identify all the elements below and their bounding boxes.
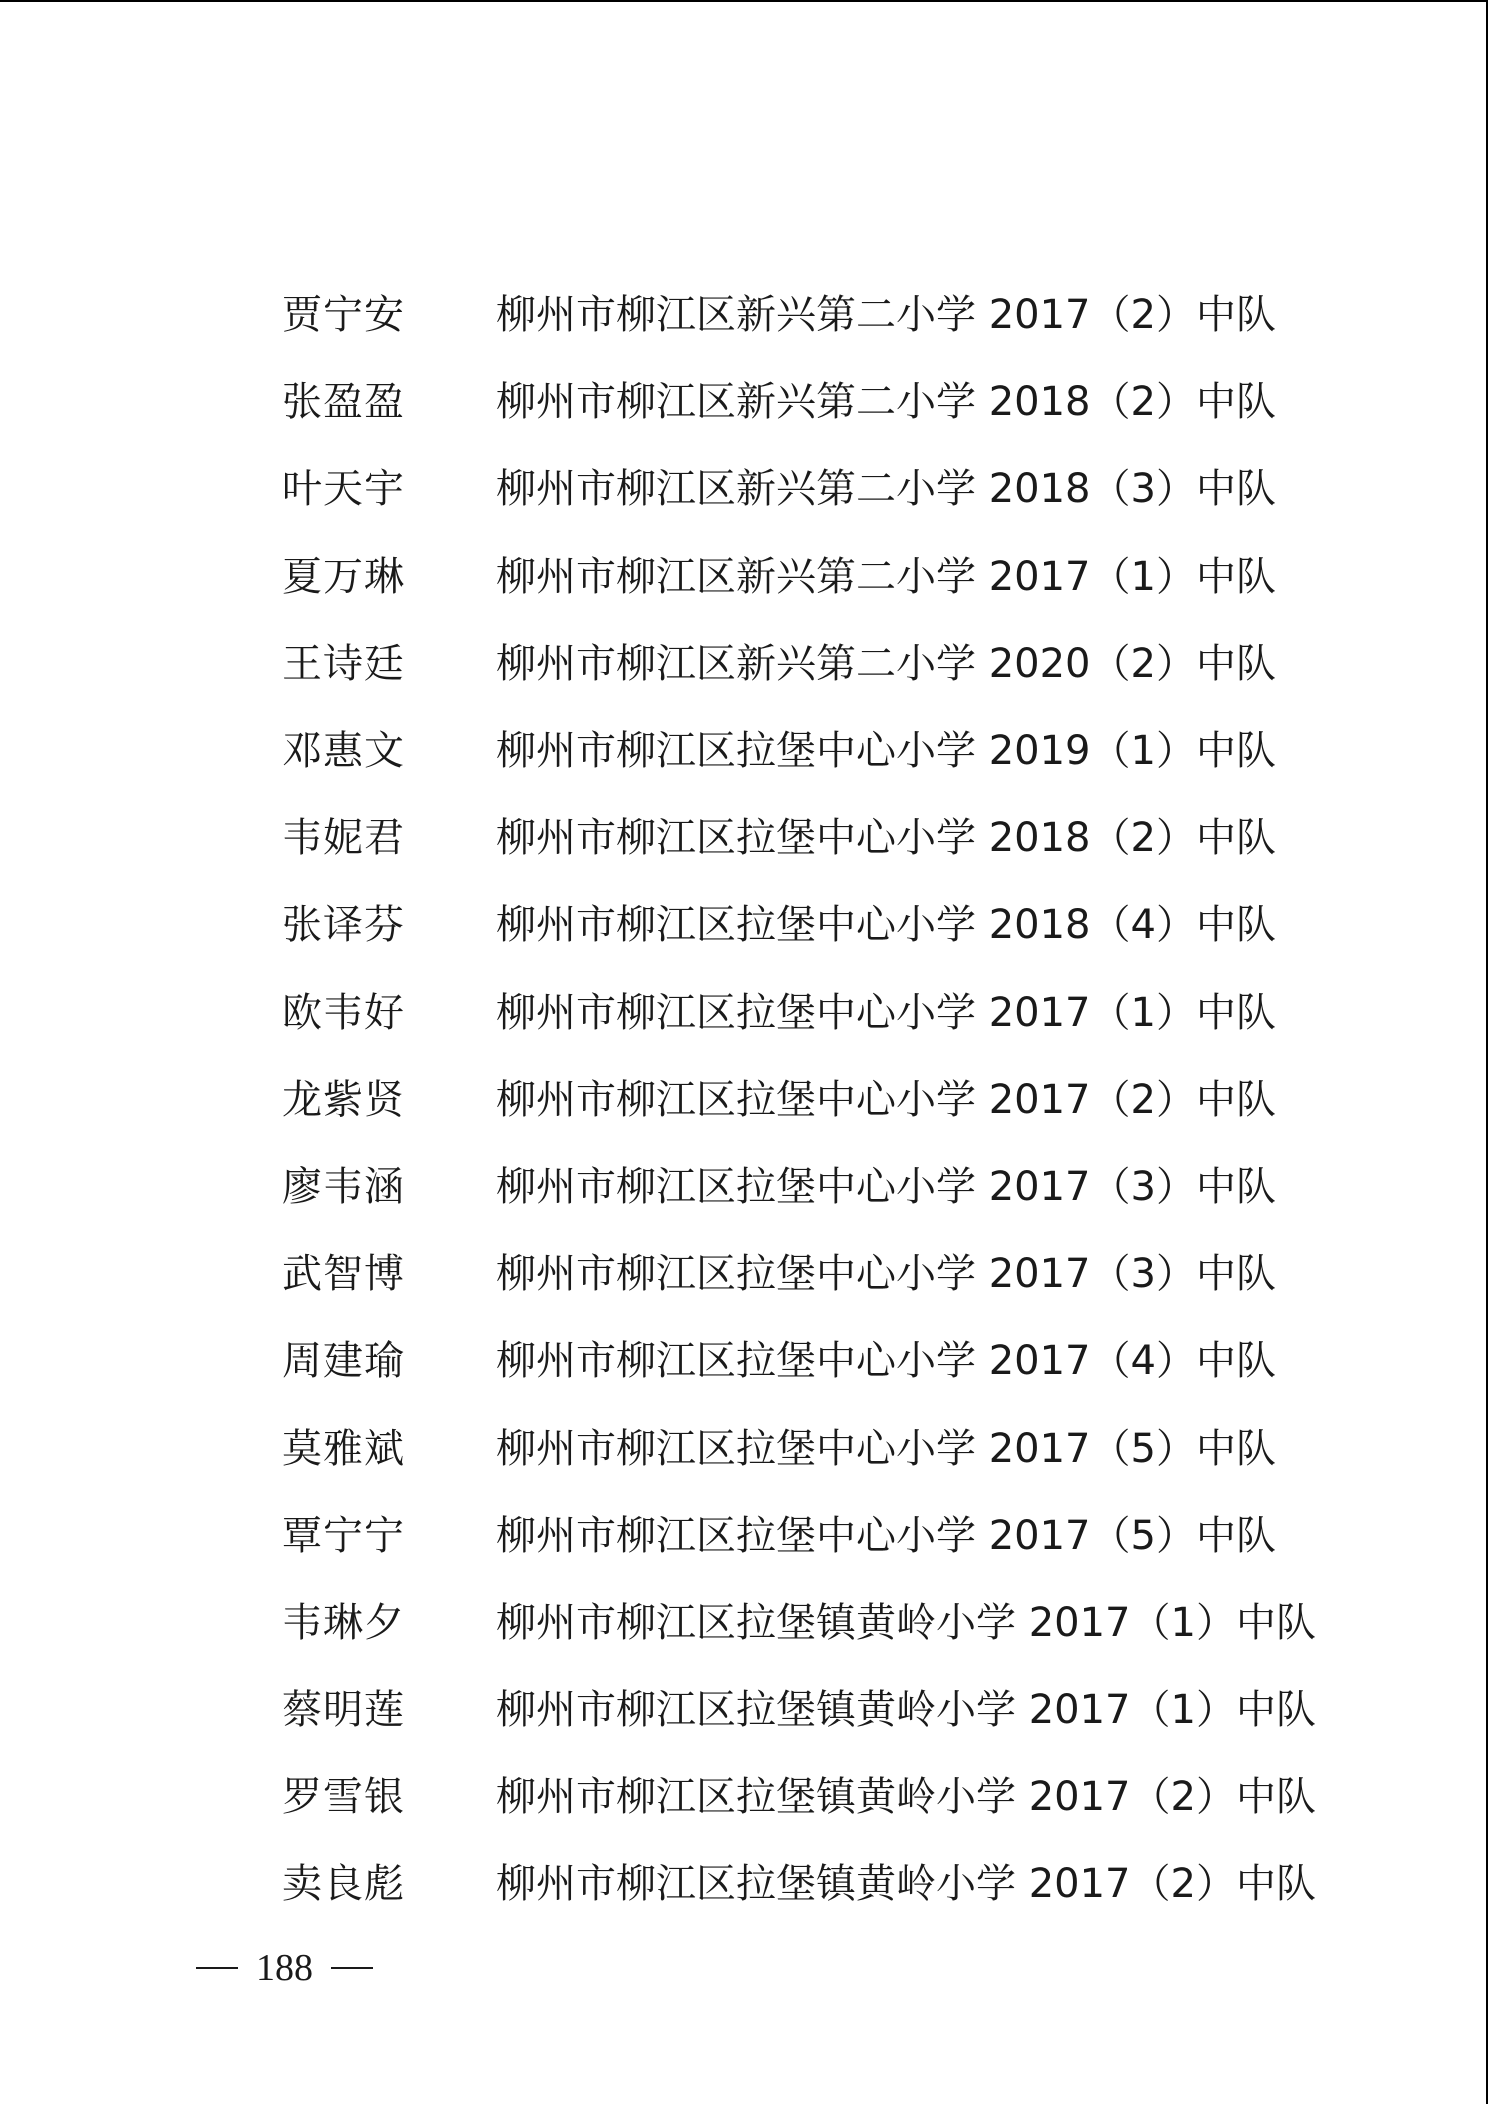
school-unit: 柳州市柳江区新兴第二小学 2017（2）中队 — [496, 292, 1276, 339]
school-unit: 柳州市柳江区新兴第二小学 2018（3）中队 — [496, 466, 1276, 513]
list-item — [282, 966, 1432, 1053]
school-unit: 柳州市柳江区拉堡中心小学 2017（3）中队 — [496, 1251, 1276, 1298]
list-item — [282, 1837, 1432, 1924]
school-unit: 柳州市柳江区拉堡中心小学 2018（2）中队 — [496, 815, 1276, 862]
list-item — [282, 704, 1432, 791]
student-name: 廖韦涵 — [282, 1163, 405, 1210]
student-name: 贾宁安 — [282, 292, 405, 339]
student-name: 周建瑜 — [282, 1338, 405, 1385]
student-name: 韦妮君 — [282, 815, 405, 862]
school-unit: 柳州市柳江区拉堡中心小学 2017（4）中队 — [496, 1338, 1276, 1385]
student-name: 武智博 — [282, 1251, 405, 1298]
school-unit: 柳州市柳江区拉堡中心小学 2018（4）中队 — [496, 902, 1276, 949]
student-name: 覃宁宁 — [282, 1512, 405, 1559]
list-item — [282, 1489, 1432, 1576]
list-item — [282, 1750, 1432, 1837]
list-item — [282, 1401, 1432, 1488]
right-dash — [331, 1967, 373, 1969]
school-unit: 柳州市柳江区新兴第二小学 2017（1）中队 — [496, 553, 1276, 600]
left-dash — [196, 1967, 238, 1969]
list-item — [282, 617, 1432, 704]
honor-roster-list — [282, 268, 1432, 1925]
list-item — [282, 1140, 1432, 1227]
list-item — [282, 1053, 1432, 1140]
school-unit: 柳州市柳江区新兴第二小学 2018（2）中队 — [496, 379, 1276, 426]
list-item — [282, 1663, 1432, 1750]
school-unit: 柳州市柳江区拉堡中心小学 2017（1）中队 — [496, 989, 1276, 1036]
school-unit: 柳州市柳江区拉堡中心小学 2017（5）中队 — [496, 1425, 1276, 1472]
page-number: 188 — [256, 1947, 313, 1989]
page-top-border — [0, 0, 1488, 2]
school-unit: 柳州市柳江区拉堡中心小学 2019（1）中队 — [496, 728, 1276, 775]
list-item — [282, 355, 1432, 442]
student-name: 罗雪银 — [282, 1774, 405, 1821]
school-unit: 柳州市柳江区拉堡镇黄岭小学 2017（2）中队 — [496, 1774, 1316, 1821]
school-unit: 柳州市柳江区拉堡镇黄岭小学 2017（1）中队 — [496, 1599, 1316, 1646]
school-unit: 柳州市柳江区拉堡中心小学 2017（2）中队 — [496, 1076, 1276, 1123]
school-unit: 柳州市柳江区拉堡中心小学 2017（5）中队 — [496, 1512, 1276, 1559]
page-footer — [196, 1946, 373, 1990]
student-name: 张盈盈 — [282, 379, 405, 426]
list-item — [282, 1314, 1432, 1401]
list-item — [282, 442, 1432, 529]
list-item — [282, 1227, 1432, 1314]
list-item — [282, 791, 1432, 878]
student-name: 龙紫贤 — [282, 1076, 405, 1123]
list-item — [282, 878, 1432, 965]
student-name: 卖良彪 — [282, 1861, 405, 1908]
student-name: 王诗廷 — [282, 640, 405, 687]
student-name: 蔡明莲 — [282, 1687, 405, 1734]
list-item — [282, 530, 1432, 617]
school-unit: 柳州市柳江区拉堡镇黄岭小学 2017（1）中队 — [496, 1687, 1316, 1734]
student-name: 韦琳夕 — [282, 1599, 405, 1646]
school-unit: 柳州市柳江区拉堡镇黄岭小学 2017（2）中队 — [496, 1861, 1316, 1908]
student-name: 莫雅斌 — [282, 1425, 405, 1472]
list-item — [282, 268, 1432, 355]
school-unit: 柳州市柳江区新兴第二小学 2020（2）中队 — [496, 640, 1276, 687]
student-name: 张译芬 — [282, 902, 405, 949]
list-item — [282, 1576, 1432, 1663]
school-unit: 柳州市柳江区拉堡中心小学 2017（3）中队 — [496, 1163, 1276, 1210]
student-name: 邓惠文 — [282, 728, 405, 775]
student-name: 夏万琳 — [282, 553, 405, 600]
student-name: 欧韦好 — [282, 989, 405, 1036]
student-name: 叶天宇 — [282, 466, 405, 513]
